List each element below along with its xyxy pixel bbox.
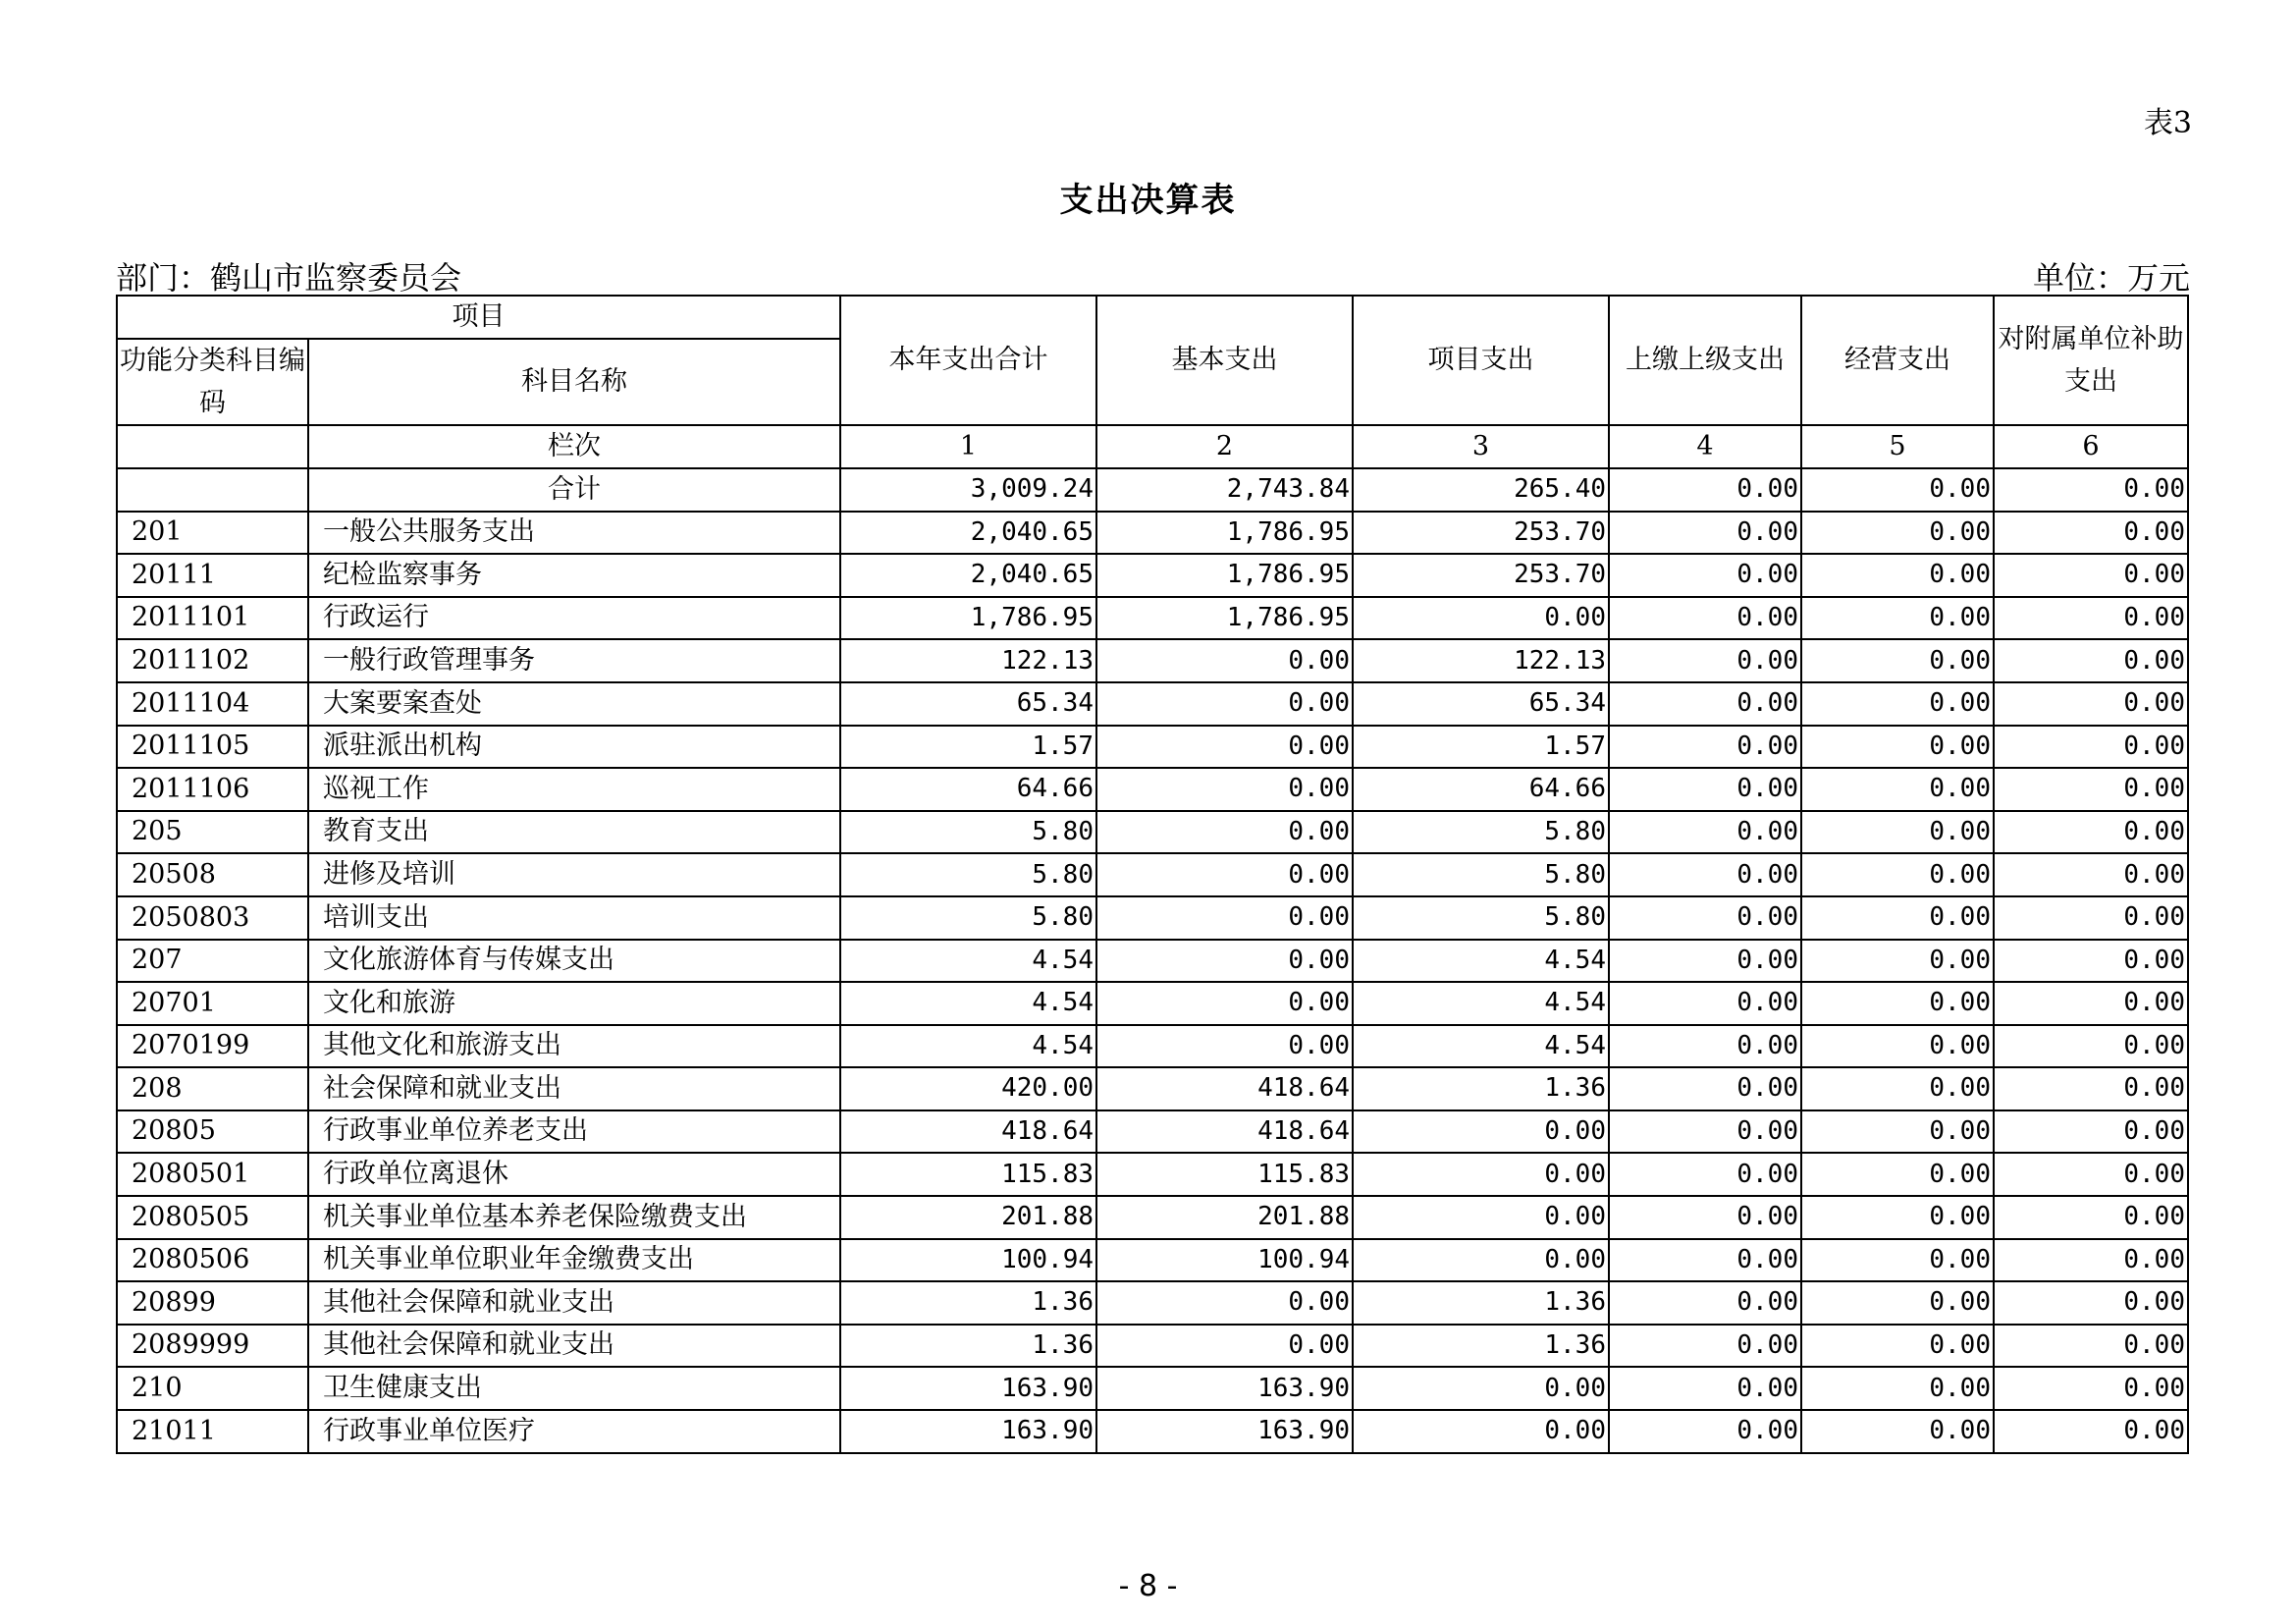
index-label: 栏次: [308, 425, 840, 468]
row-value: 100.94: [1096, 1239, 1353, 1282]
index-cell: 2: [1096, 425, 1353, 468]
row-value: 0.00: [1096, 940, 1353, 983]
table-row: [117, 1196, 2188, 1239]
row-code: 2011102: [117, 639, 308, 682]
row-value: 0.00: [1096, 682, 1353, 726]
department-label: 部门：鹤山市监察委员会: [116, 259, 462, 297]
row-value: 0.00: [1353, 1153, 1609, 1196]
row-value: 0.00: [1353, 597, 1609, 640]
row-value: 0.00: [1609, 1067, 1801, 1110]
index-cell: 3: [1353, 425, 1609, 468]
table-row: [117, 982, 2188, 1025]
row-code: 2070199: [117, 1025, 308, 1068]
row-value: 0.00: [1994, 1410, 2188, 1453]
row-value: 4.54: [1353, 982, 1609, 1025]
row-value: 0.00: [1801, 768, 1994, 811]
row-value: 0.00: [1994, 639, 2188, 682]
row-name: 巡视工作: [308, 768, 840, 811]
index-cell: 4: [1609, 425, 1801, 468]
total-empty: [117, 468, 308, 512]
table-row: [117, 1239, 2188, 1282]
row-value: 0.00: [1801, 1025, 1994, 1068]
row-value: 420.00: [840, 1067, 1096, 1110]
row-name: 大案要案查处: [308, 682, 840, 726]
row-code: 2011106: [117, 768, 308, 811]
row-value: 0.00: [1353, 1110, 1609, 1154]
row-value: 1.36: [1353, 1281, 1609, 1325]
page-title: 支出决算表: [1059, 181, 1237, 220]
row-value: 0.00: [1801, 1239, 1994, 1282]
row-code: 2080505: [117, 1196, 308, 1239]
row-code: 20508: [117, 853, 308, 896]
table-row: [117, 1281, 2188, 1325]
row-code: 201: [117, 512, 308, 555]
row-value: 0.00: [1801, 1410, 1994, 1453]
table-row: [117, 811, 2188, 854]
row-value: 5.80: [1353, 896, 1609, 940]
row-value: 0.00: [1609, 726, 1801, 769]
row-code: 205: [117, 811, 308, 854]
row-value: 1,786.95: [1096, 512, 1353, 555]
row-name: 一般公共服务支出: [308, 512, 840, 555]
row-value: 0.00: [1096, 1281, 1353, 1325]
row-name: 教育支出: [308, 811, 840, 854]
header-col3: 项目支出: [1353, 296, 1609, 425]
row-value: 5.80: [840, 896, 1096, 940]
table-row: [117, 597, 2188, 640]
row-value: 0.00: [1994, 896, 2188, 940]
row-value: 0.00: [1096, 811, 1353, 854]
table-row: [117, 1110, 2188, 1154]
row-value: 0.00: [1096, 726, 1353, 769]
row-value: 0.00: [1609, 1410, 1801, 1453]
row-name: 文化旅游体育与传媒支出: [308, 940, 840, 983]
table-row: [117, 768, 2188, 811]
row-value: 418.64: [1096, 1110, 1353, 1154]
row-value: 0.00: [1994, 1025, 2188, 1068]
header-row-project: [117, 296, 2188, 339]
expenditure-table: [116, 295, 2189, 1454]
row-value: 0.00: [1801, 982, 1994, 1025]
row-code: 208: [117, 1067, 308, 1110]
row-value: 1.57: [1353, 726, 1609, 769]
row-value: 0.00: [1609, 1025, 1801, 1068]
row-value: 0.00: [1994, 768, 2188, 811]
row-value: 0.00: [1609, 811, 1801, 854]
row-value: 0.00: [1609, 1367, 1801, 1410]
row-value: 0.00: [1609, 853, 1801, 896]
row-value: 0.00: [1801, 896, 1994, 940]
row-code: 21011: [117, 1410, 308, 1453]
row-code: 20111: [117, 554, 308, 597]
row-value: 0.00: [1994, 1196, 2188, 1239]
row-name: 纪检监察事务: [308, 554, 840, 597]
table-row: [117, 512, 2188, 555]
row-value: 0.00: [1801, 1325, 1994, 1368]
row-value: 0.00: [1801, 682, 1994, 726]
row-value: 65.34: [1353, 682, 1609, 726]
row-value: 0.00: [1096, 1025, 1353, 1068]
row-value: 115.83: [1096, 1153, 1353, 1196]
row-name: 行政单位离退休: [308, 1153, 840, 1196]
total-value: 2,743.84: [1096, 468, 1353, 512]
row-value: 4.54: [840, 940, 1096, 983]
row-value: 0.00: [1609, 682, 1801, 726]
index-row: [117, 425, 2188, 468]
row-value: 0.00: [1096, 1325, 1353, 1368]
row-value: 0.00: [1609, 768, 1801, 811]
row-value: 0.00: [1353, 1196, 1609, 1239]
row-value: 0.00: [1801, 597, 1994, 640]
row-value: 0.00: [1994, 1110, 2188, 1154]
row-name: 行政运行: [308, 597, 840, 640]
row-code: 2050803: [117, 896, 308, 940]
total-label: 合计: [308, 468, 840, 512]
row-value: 5.80: [840, 811, 1096, 854]
table-row: [117, 1410, 2188, 1453]
row-value: 0.00: [1353, 1367, 1609, 1410]
header-code: 功能分类科目编码: [117, 339, 308, 425]
row-value: 0.00: [1801, 940, 1994, 983]
table-row: [117, 682, 2188, 726]
row-code: 210: [117, 1367, 308, 1410]
row-code: 2080501: [117, 1153, 308, 1196]
page-number: - 8 -: [1118, 1569, 1178, 1603]
row-value: 0.00: [1994, 1281, 2188, 1325]
row-value: 1,786.95: [1096, 554, 1353, 597]
row-code: 20701: [117, 982, 308, 1025]
row-value: 0.00: [1609, 1325, 1801, 1368]
row-value: 0.00: [1096, 896, 1353, 940]
row-value: 0.00: [1994, 726, 2188, 769]
row-value: 418.64: [840, 1110, 1096, 1154]
row-value: 0.00: [1994, 1067, 2188, 1110]
index-cell: 5: [1801, 425, 1994, 468]
row-name: 其他社会保障和就业支出: [308, 1281, 840, 1325]
row-value: 0.00: [1609, 554, 1801, 597]
row-code: 2011101: [117, 597, 308, 640]
row-value: 163.90: [1096, 1410, 1353, 1453]
row-name: 文化和旅游: [308, 982, 840, 1025]
row-value: 0.00: [1609, 512, 1801, 555]
row-value: 0.00: [1353, 1410, 1609, 1453]
total-value: 0.00: [1609, 468, 1801, 512]
header-col2: 基本支出: [1096, 296, 1353, 425]
table-row: [117, 853, 2188, 896]
row-value: 0.00: [1801, 512, 1994, 555]
row-value: 0.00: [1609, 1196, 1801, 1239]
row-name: 其他文化和旅游支出: [308, 1025, 840, 1068]
row-code: 2080506: [117, 1239, 308, 1282]
row-value: 0.00: [1994, 853, 2188, 896]
row-code: 2011104: [117, 682, 308, 726]
row-value: 0.00: [1994, 512, 2188, 555]
row-value: 5.80: [1353, 811, 1609, 854]
row-name: 进修及培训: [308, 853, 840, 896]
row-value: 0.00: [1801, 1153, 1994, 1196]
row-value: 0.00: [1801, 811, 1994, 854]
row-value: 163.90: [1096, 1367, 1353, 1410]
table-row: [117, 1025, 2188, 1068]
row-code: 2089999: [117, 1325, 308, 1368]
row-value: 5.80: [840, 853, 1096, 896]
row-value: 0.00: [1096, 982, 1353, 1025]
row-name: 行政事业单位医疗: [308, 1410, 840, 1453]
row-value: 253.70: [1353, 512, 1609, 555]
unit-label: 单位：万元: [2032, 259, 2190, 297]
row-value: 0.00: [1609, 639, 1801, 682]
row-value: 0.00: [1096, 768, 1353, 811]
row-value: 0.00: [1994, 982, 2188, 1025]
row-code: 20899: [117, 1281, 308, 1325]
row-value: 100.94: [840, 1239, 1096, 1282]
table-row: [117, 726, 2188, 769]
row-value: 0.00: [1609, 1110, 1801, 1154]
row-value: 0.00: [1096, 639, 1353, 682]
row-value: 0.00: [1994, 1325, 2188, 1368]
row-value: 0.00: [1994, 940, 2188, 983]
row-code: 2011105: [117, 726, 308, 769]
table-row: [117, 639, 2188, 682]
row-value: 4.54: [1353, 1025, 1609, 1068]
row-value: 0.00: [1994, 682, 2188, 726]
total-row: [117, 468, 2188, 512]
row-value: 0.00: [1801, 1281, 1994, 1325]
row-value: 0.00: [1801, 554, 1994, 597]
row-name: 其他社会保障和就业支出: [308, 1325, 840, 1368]
row-code: 20805: [117, 1110, 308, 1154]
header-col4: 上缴上级支出: [1609, 296, 1801, 425]
row-value: 0.00: [1994, 1239, 2188, 1282]
header-col5: 经营支出: [1801, 296, 1994, 425]
table-number: 表3: [2143, 106, 2192, 140]
row-value: 253.70: [1353, 554, 1609, 597]
row-value: 65.34: [840, 682, 1096, 726]
row-value: 1,786.95: [840, 597, 1096, 640]
row-value: 4.54: [1353, 940, 1609, 983]
row-value: 1.57: [840, 726, 1096, 769]
row-value: 1.36: [1353, 1325, 1609, 1368]
row-value: 5.80: [1353, 853, 1609, 896]
table-row: [117, 940, 2188, 983]
row-name: 培训支出: [308, 896, 840, 940]
row-value: 64.66: [1353, 768, 1609, 811]
row-name: 机关事业单位基本养老保险缴费支出: [308, 1196, 840, 1239]
table-row: [117, 896, 2188, 940]
table-row: [117, 1153, 2188, 1196]
row-value: 0.00: [1994, 1367, 2188, 1410]
total-value: 0.00: [1801, 468, 1994, 512]
row-value: 115.83: [840, 1153, 1096, 1196]
index-empty: [117, 425, 308, 468]
table-row: [117, 554, 2188, 597]
row-value: 163.90: [840, 1410, 1096, 1453]
header-col6: 对附属单位补助支出: [1994, 296, 2188, 425]
total-value: 265.40: [1353, 468, 1609, 512]
row-value: 418.64: [1096, 1067, 1353, 1110]
index-cell: 6: [1994, 425, 2188, 468]
row-value: 0.00: [1353, 1239, 1609, 1282]
row-value: 0.00: [1994, 597, 2188, 640]
row-name: 社会保障和就业支出: [308, 1067, 840, 1110]
row-value: 0.00: [1609, 1153, 1801, 1196]
row-value: 4.54: [840, 982, 1096, 1025]
row-value: 64.66: [840, 768, 1096, 811]
row-value: 0.00: [1994, 1153, 2188, 1196]
row-value: 201.88: [1096, 1196, 1353, 1239]
row-value: 0.00: [1994, 811, 2188, 854]
header-project: 项目: [117, 296, 840, 339]
row-value: 1,786.95: [1096, 597, 1353, 640]
row-name: 一般行政管理事务: [308, 639, 840, 682]
row-value: 0.00: [1609, 1281, 1801, 1325]
row-value: 163.90: [840, 1367, 1096, 1410]
row-value: 4.54: [840, 1025, 1096, 1068]
table-row: [117, 1067, 2188, 1110]
row-value: 1.36: [840, 1281, 1096, 1325]
row-value: 122.13: [1353, 639, 1609, 682]
row-value: 0.00: [1096, 853, 1353, 896]
row-value: 0.00: [1609, 1239, 1801, 1282]
row-value: 2,040.65: [840, 512, 1096, 555]
row-value: 1.36: [1353, 1067, 1609, 1110]
row-value: 0.00: [1994, 554, 2188, 597]
row-value: 1.36: [840, 1325, 1096, 1368]
header-name: 科目名称: [308, 339, 840, 425]
row-name: 行政事业单位养老支出: [308, 1110, 840, 1154]
row-name: 派驻派出机构: [308, 726, 840, 769]
row-value: 0.00: [1801, 1367, 1994, 1410]
table-row: [117, 1367, 2188, 1410]
table-row: [117, 1325, 2188, 1368]
row-value: 0.00: [1801, 726, 1994, 769]
row-code: 207: [117, 940, 308, 983]
row-value: 2,040.65: [840, 554, 1096, 597]
row-value: 0.00: [1801, 639, 1994, 682]
row-value: 0.00: [1801, 1196, 1994, 1239]
row-value: 0.00: [1801, 1067, 1994, 1110]
row-name: 机关事业单位职业年金缴费支出: [308, 1239, 840, 1282]
index-cell: 1: [840, 425, 1096, 468]
row-value: 0.00: [1609, 896, 1801, 940]
row-value: 0.00: [1609, 982, 1801, 1025]
total-value: 0.00: [1994, 468, 2188, 512]
row-name: 卫生健康支出: [308, 1367, 840, 1410]
total-value: 3,009.24: [840, 468, 1096, 512]
row-value: 0.00: [1609, 940, 1801, 983]
row-value: 0.00: [1609, 597, 1801, 640]
row-value: 0.00: [1801, 853, 1994, 896]
row-value: 122.13: [840, 639, 1096, 682]
row-value: 201.88: [840, 1196, 1096, 1239]
header-col1: 本年支出合计: [840, 296, 1096, 425]
row-value: 0.00: [1801, 1110, 1994, 1154]
